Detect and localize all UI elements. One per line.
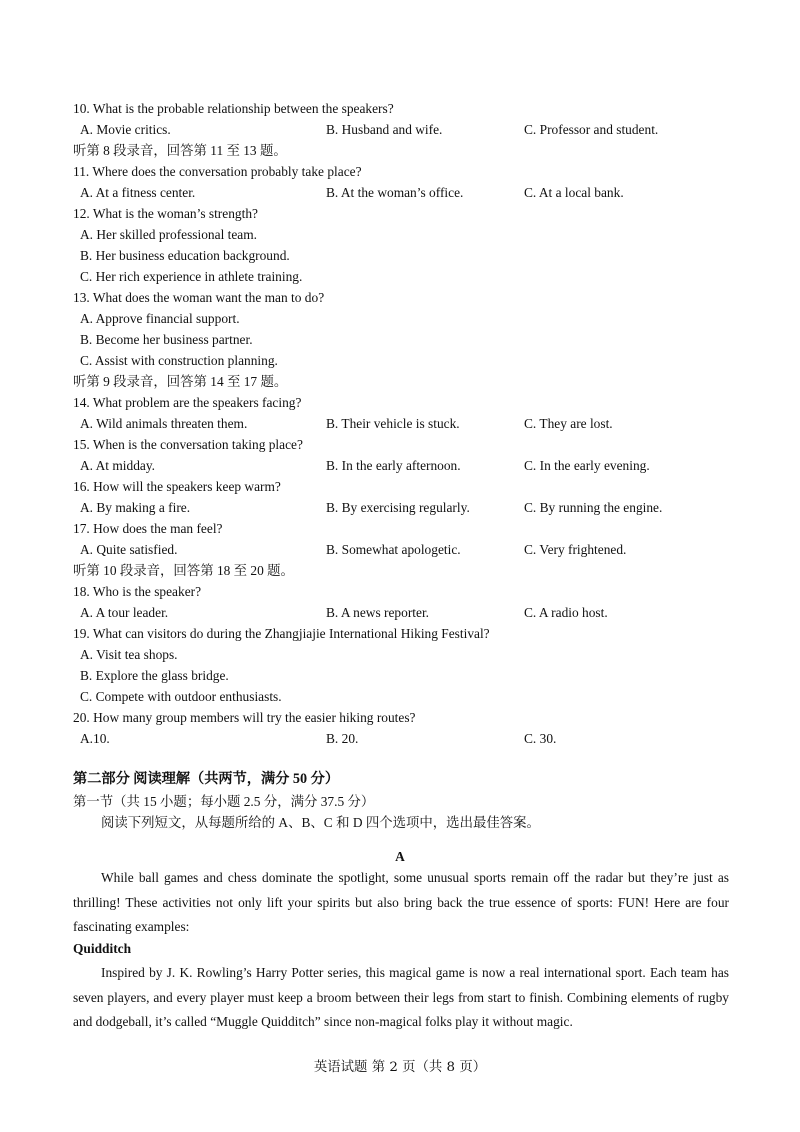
question-15-option-a: A. At midday. xyxy=(80,458,156,473)
question-20-stem: 20. How many group members will try the easier hiking routes? xyxy=(73,710,416,725)
question-10-stem: 10. What is the probable relationship between the speakers? xyxy=(73,101,394,116)
question-18-option-b: B. A news reporter. xyxy=(326,605,430,620)
question-12-option-a: A. Her skilled professional team. xyxy=(80,227,258,242)
page-footer: 英语试题 第 2 页（共 8 页） xyxy=(313,1060,487,1075)
question-11-stem: 11. Where does the conversation probably take place? xyxy=(73,164,362,179)
question-14-option-a: A. Wild animals threaten them. xyxy=(80,416,248,431)
question-15-option-c: C. In the early evening. xyxy=(524,458,650,473)
question-16-option-a: A. By making a fire. xyxy=(80,500,191,515)
question-13-option-a: A. Approve financial support. xyxy=(80,311,240,326)
question-20-option-b: B. 20. xyxy=(326,731,359,746)
question-11-option-a: A. At a fitness center. xyxy=(80,185,196,200)
question-17-option-b: B. Somewhat apologetic. xyxy=(326,542,461,557)
question-15-stem: 15. When is the conversation taking place? xyxy=(73,437,303,452)
question-19-option-c: C. Compete with outdoor enthusiasts. xyxy=(80,689,282,704)
question-15-option-b: B. In the early afternoon. xyxy=(326,458,461,473)
question-13-option-c: C. Assist with construction planning. xyxy=(80,353,278,368)
question-17-stem: 17. How does the man feel? xyxy=(73,521,223,536)
question-12-stem: 12. What is the woman’s strength? xyxy=(73,206,258,221)
question-20-option-c: C. 30. xyxy=(524,731,557,746)
question-19-stem: 19. What can visitors do during the Zhangjiajie International Hiking Festival? xyxy=(73,626,490,641)
question-18-option-c: C. A radio host. xyxy=(524,605,608,620)
question-13-stem: 13. What does the woman want the man to do? xyxy=(73,290,325,305)
section-9-instruction: 听第 9 段录音，回答第 14 至 17 题。 xyxy=(73,374,288,389)
part2-title: 第二部分 阅读理解（共两节，满分 50 分） xyxy=(73,771,340,787)
question-10-option-a: A. Movie critics. xyxy=(80,122,171,137)
question-14-option-b: B. Their vehicle is stuck. xyxy=(326,416,460,431)
question-16-option-c: C. By running the engine. xyxy=(524,500,663,515)
question-16-option-b: B. By exercising regularly. xyxy=(326,500,470,515)
question-17-option-a: A. Quite satisfied. xyxy=(80,542,178,557)
question-20-option-a: A.10. xyxy=(80,731,110,746)
question-17-option-c: C. Very frightened. xyxy=(524,542,627,557)
passage-quidditch-paragraph: Inspired by J. K. Rowling’s Harry Potter series, this magical game is now a real international sport. Each team has seven players, and every player must keep a broom between their legs from start to finish. Combining elements of rugby and dodgeball, it’s called “Muggle Quidditch” since non-magical folks play it without magic. xyxy=(73,965,729,1029)
question-18-stem: 18. Who is the speaker? xyxy=(73,584,202,599)
question-19-option-b: B. Explore the glass bridge. xyxy=(80,668,229,683)
question-10-option-b: B. Husband and wife. xyxy=(326,122,443,137)
part2-directions: 阅读下列短文，从每题所给的 A、B、C 和 D 四个选项中，选出最佳答案。 xyxy=(101,815,540,830)
question-14-stem: 14. What problem are the speakers facing? xyxy=(73,395,302,410)
question-14-option-c: C. They are lost. xyxy=(524,416,613,431)
passage-heading-quidditch: Quidditch xyxy=(73,941,132,956)
question-19-option-a: A. Visit tea shops. xyxy=(80,647,178,662)
section-10-instruction: 听第 10 段录音，回答第 18 至 20 题。 xyxy=(73,563,294,578)
passage-intro-paragraph: While ball games and chess dominate the spotlight, some unusual sports remain off the radar but they’re just as thrilling! These activities not only lift your spirits but also bring back the true essence of sports: FUN! Here are four fascinating examples: xyxy=(73,870,729,934)
question-18-option-a: A. A tour leader. xyxy=(80,605,169,620)
part2-section1-title: 第一节（共 15 小题；每小题 2.5 分，满分 37.5 分） xyxy=(73,794,375,809)
question-11-option-c: C. At a local bank. xyxy=(524,185,624,200)
question-10-option-c: C. Professor and student. xyxy=(524,122,659,137)
question-12-option-c: C. Her rich experience in athlete training. xyxy=(80,269,303,284)
section-8-instruction: 听第 8 段录音，回答第 11 至 13 题。 xyxy=(73,143,287,158)
passage-letter: A xyxy=(395,849,405,864)
question-13-option-b: B. Become her business partner. xyxy=(80,332,253,347)
question-12-option-b: B. Her business education background. xyxy=(80,248,290,263)
question-11-option-b: B. At the woman’s office. xyxy=(326,185,464,200)
question-16-stem: 16. How will the speakers keep warm? xyxy=(73,479,281,494)
